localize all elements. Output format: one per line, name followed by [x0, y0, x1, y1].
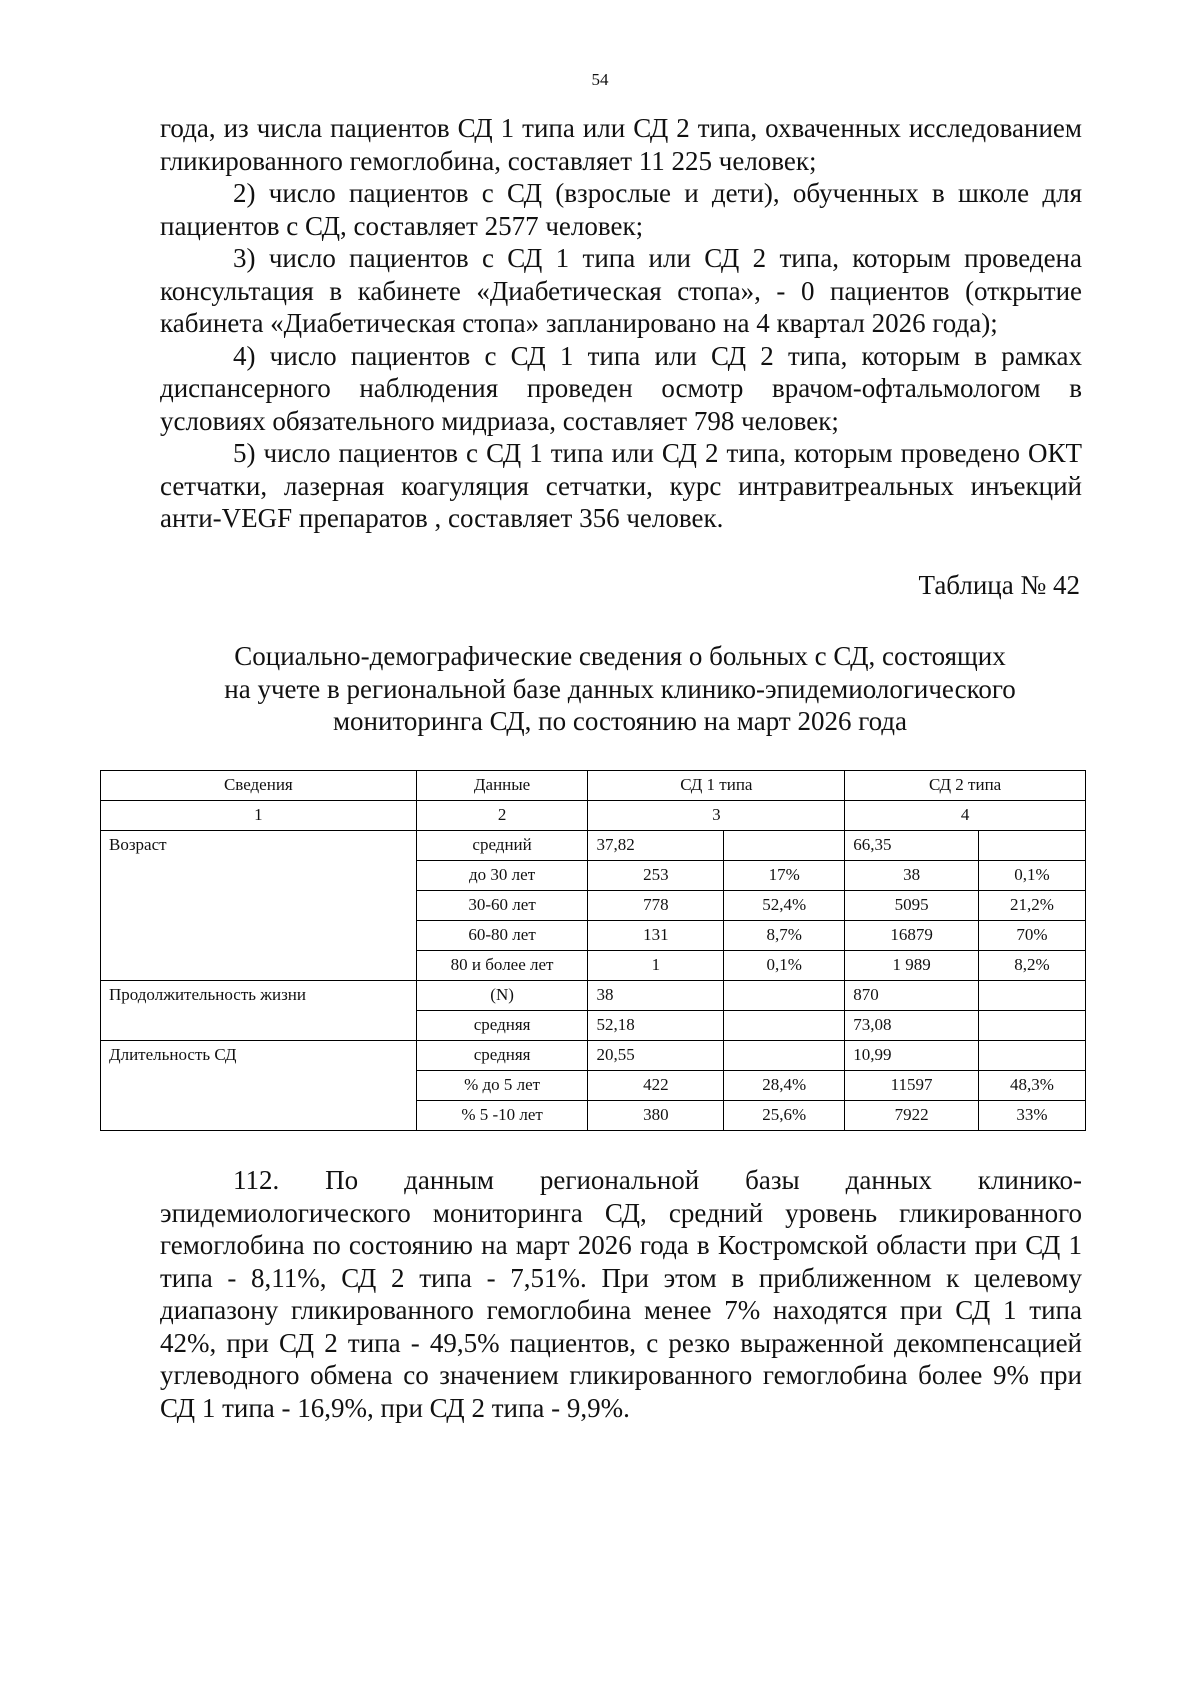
table-cell: 1 [588, 951, 724, 981]
table-cell: 21,2% [979, 891, 1086, 921]
table-cell: 66,35 [845, 831, 979, 861]
table-cell: 17% [724, 861, 845, 891]
table-title-line-2: на учете в региональной базе данных клинико-эпидемиологического [224, 673, 1016, 704]
table-cell: % 5 -10 лет [416, 1101, 588, 1131]
table-cell: 131 [588, 921, 724, 951]
table-header-row [101, 771, 1086, 801]
table-cell: 33% [979, 1101, 1086, 1131]
paragraph-item-4: 4) число пациентов с СД 1 типа или СД 2 типа, которым в рамках диспансерного наблюдения проведен осмотр врачом-офтальмологом в условиях обязательного мидриаза, составляет 798 человек; [160, 340, 1082, 436]
group-label-age: Возраст [101, 831, 417, 981]
header-cell: СД 1 типа [588, 771, 845, 801]
table-cell [979, 831, 1086, 861]
table-cell: средняя [416, 1011, 588, 1041]
table-cell: 5095 [845, 891, 979, 921]
table-cell: 20,55 [588, 1041, 724, 1071]
table-cell: 11597 [845, 1071, 979, 1101]
table-cell: 28,4% [724, 1071, 845, 1101]
table-cell: 37,82 [588, 831, 724, 861]
table-cell: 8,7% [724, 921, 845, 951]
table-cell [724, 981, 845, 1011]
demographics-table [100, 770, 1086, 1131]
column-number-cell: 2 [416, 801, 588, 831]
table-cell: 1 989 [845, 951, 979, 981]
table-row [101, 981, 1086, 1011]
paragraph-112: 112. По данным региональной базы данных клинико-эпидемиологического мониторинга СД, средний уровень гликированного гемоглобина по состоянию на март 2026 года в Костромской области при СД 1 типа - 8,11%, СД 2 типа - 7,51%. При этом в приближенном к целевому диапазону гликированного гемоглобина менее 7% находятся при СД 1 типа 42%, при СД 2 типа - 49,5% пациентов, с резко выраженной декомпенсацией углеводного обмена со значением гликированного гемоглобина более 9% при СД 1 типа - 16,9%, при СД 2 типа - 9,9%. [160, 1165, 1082, 1423]
table-cell [724, 831, 845, 861]
table-cell: 52,18 [588, 1011, 724, 1041]
table-cell: (N) [416, 981, 588, 1011]
group-label-life: Продолжительность жизни [101, 981, 417, 1041]
table-cell: 73,08 [845, 1011, 979, 1041]
table-cell [724, 1041, 845, 1071]
group-label-duration: Длительность СД [101, 1041, 417, 1131]
table-cell: 8,2% [979, 951, 1086, 981]
table-cell: 7922 [845, 1101, 979, 1131]
table-cell: 25,6% [724, 1101, 845, 1131]
table-cell: 10,99 [845, 1041, 979, 1071]
body-text-bottom [160, 1164, 1082, 1424]
table-cell: % до 5 лет [416, 1071, 588, 1101]
table-row [101, 831, 1086, 861]
table-cell: 52,4% [724, 891, 845, 921]
header-cell: Сведения [101, 771, 417, 801]
table-title-line-1: Социально-демографические сведения о больных с СД, состоящих [234, 641, 1006, 671]
table-cell: 30-60 лет [416, 891, 588, 921]
table-cell: 70% [979, 921, 1086, 951]
table-cell [979, 981, 1086, 1011]
table-cell [724, 1011, 845, 1041]
page-number: 54 [591, 70, 609, 89]
column-number-cell: 3 [588, 801, 845, 831]
table-title [160, 640, 1080, 738]
table-cell [979, 1041, 1086, 1071]
body-text [160, 112, 1082, 535]
paragraph-continuation: года, из числа пациентов СД 1 типа или СД 2 типа, охваченных исследованием гликированного гемоглобина, составляет 11 225 человек; [160, 113, 1082, 176]
table-cell: 0,1% [979, 861, 1086, 891]
table-row [101, 1041, 1086, 1071]
table-cell [979, 1011, 1086, 1041]
table-cell: 380 [588, 1101, 724, 1131]
table-cell: 422 [588, 1071, 724, 1101]
table-cell: 870 [845, 981, 979, 1011]
table-title-line-3: мониторинга СД, по состоянию на март 2026 года [332, 706, 908, 736]
header-cell: Данные [416, 771, 588, 801]
table-cell: 0,1% [724, 951, 845, 981]
paragraph-item-5: 5) число пациентов с СД 1 типа или СД 2 типа, которым проведено ОКТ сетчатки, лазерная коагуляция сетчатки, курс интравитреальных инъекций анти-VEGF препаратов , составляет 356 человек. [160, 438, 1082, 533]
table-cell: 16879 [845, 921, 979, 951]
column-number-cell: 4 [845, 801, 1086, 831]
table-cell: 60-80 лет [416, 921, 588, 951]
table-label: Таблица № 42 [918, 570, 1080, 600]
paragraph-item-3: 3) число пациентов с СД 1 типа или СД 2 типа, которым проведена консультация в кабинете «Диабетическая стопа», - 0 пациентов (открытие кабинета «Диабетическая стопа» запланировано на 4 квартал 2026 года); [160, 243, 1082, 338]
column-number-cell: 1 [101, 801, 417, 831]
table-cell: 38 [845, 861, 979, 891]
table-cell: до 30 лет [416, 861, 588, 891]
table-cell: средний [416, 831, 588, 861]
table-cell: 253 [588, 861, 724, 891]
table-cell: 48,3% [979, 1071, 1086, 1101]
header-cell: СД 2 типа [845, 771, 1086, 801]
table-cell: 38 [588, 981, 724, 1011]
table-cell: 80 и более лет [416, 951, 588, 981]
table-cell: 778 [588, 891, 724, 921]
table-cell: средняя [416, 1041, 588, 1071]
paragraph-item-2: 2) число пациентов с СД (взрослые и дети), обученных в школе для пациентов с СД, составляет 2577 человек; [160, 178, 1082, 241]
table-number-row [101, 801, 1086, 831]
